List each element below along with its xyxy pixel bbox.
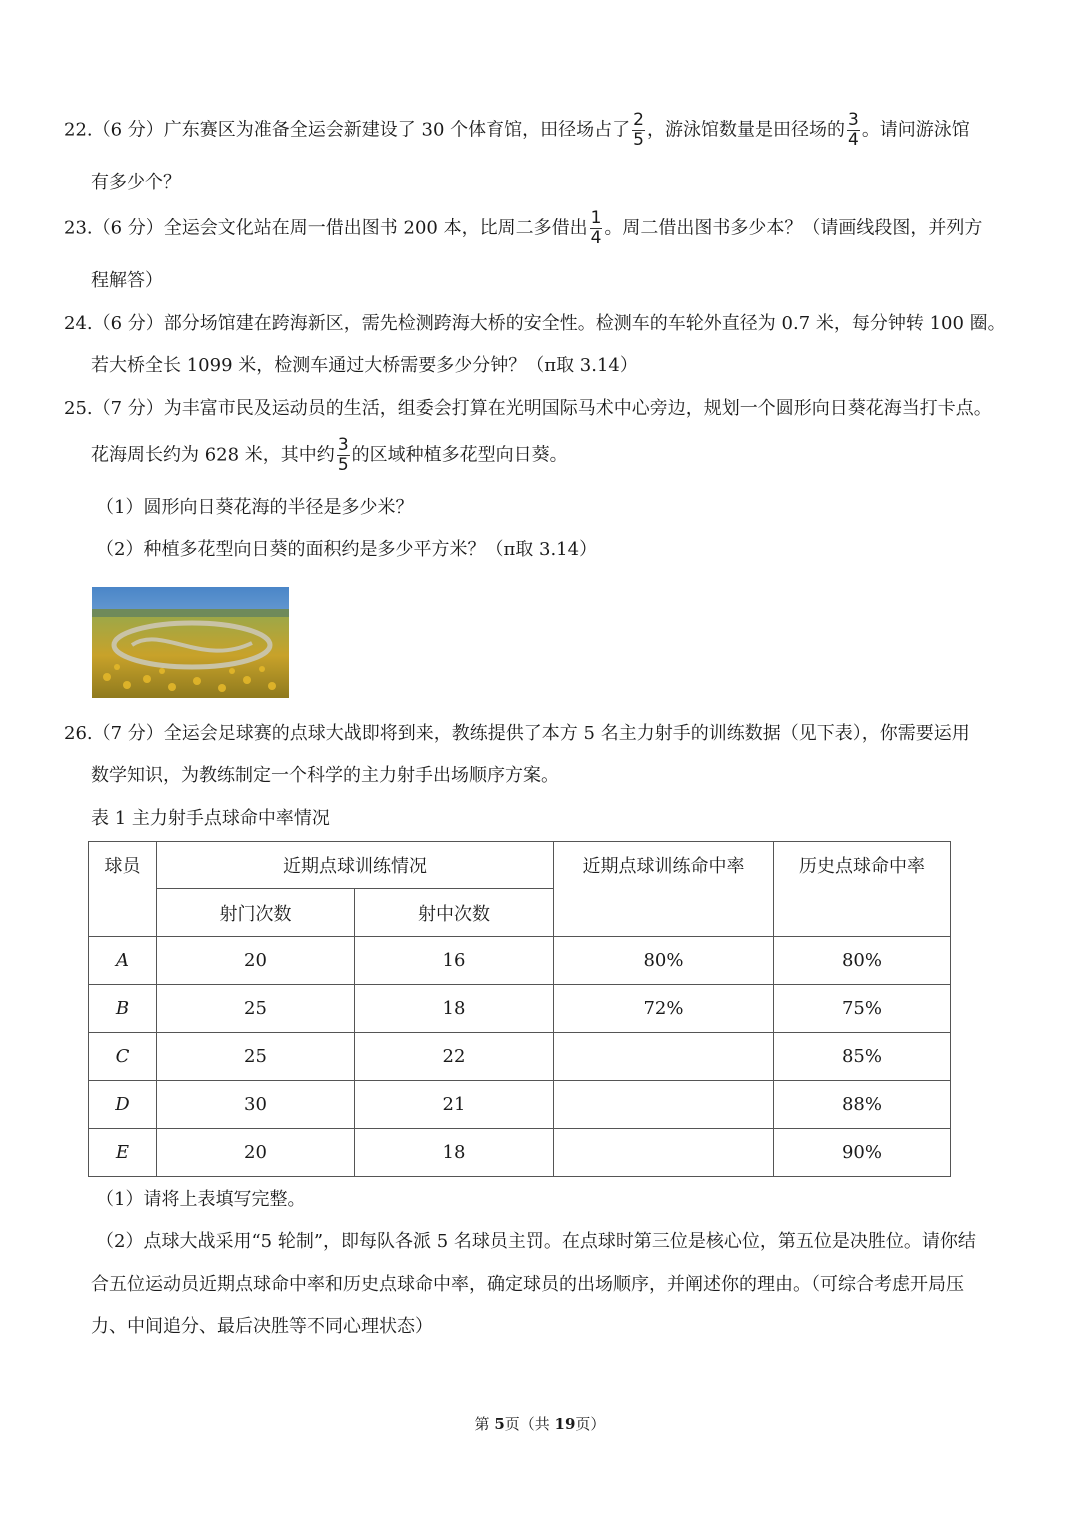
history-rate-cell: 85% — [774, 1033, 951, 1081]
history-rate-cell: 90% — [774, 1129, 951, 1177]
table-row — [89, 1129, 951, 1177]
recent-rate-cell-empty[interactable] — [554, 1081, 774, 1129]
sunflower-field-photo — [92, 587, 289, 698]
player-cell: E — [89, 1129, 157, 1177]
recent-rate-cell: 80% — [554, 937, 774, 985]
fraction: $\frac{2}{5}$ — [633, 110, 644, 150]
q22-line2: 有多少个？ — [91, 172, 181, 193]
shots-cell: 30 — [157, 1081, 355, 1129]
q26-sub2-line3: 力、中间追分、最后决胜等不同心理状态） — [91, 1316, 433, 1337]
q24-line1: 24.（6 分）部分场馆建在跨海新区，需先检测跨海大桥的安全性。检测车的车轮外直径为 0.7 米，每分钟转 100 圈。 — [64, 313, 1006, 334]
hits-cell: 18 — [355, 985, 554, 1033]
shots-cell: 25 — [157, 985, 355, 1033]
q24-line2: 若大桥全长 1099 米，检测车通过大桥需要多少分钟？（π取 3.14） — [91, 355, 638, 376]
q26-line2: 数学知识，为教练制定一个科学的主力射手出场顺序方案。 — [91, 765, 559, 786]
q26-sub1: （1）请将上表填写完整。 — [96, 1189, 306, 1210]
player-cell: A — [89, 937, 157, 985]
header-recent-rate: 近期点球训练命中率 — [554, 842, 774, 937]
page-total: 19 — [554, 1415, 576, 1433]
q22-line1: 22.（6 分）广东赛区为准备全运会新建设了 30 个体育馆，田径场占了 $\frac{2}{5}$ ，游泳馆数量是田径场的 $\frac{3}{4}$ 。请问游泳馆 — [64, 110, 970, 150]
history-rate-cell: 88% — [774, 1081, 951, 1129]
hits-cell: 22 — [355, 1033, 554, 1081]
q26-sub2-line1: （2）点球大战采用“5 轮制”，即每队各派 5 名球员主罚。在点球时第三位是核心位，第五位是决胜位。请你结 — [96, 1231, 976, 1252]
player-cell: C — [89, 1033, 157, 1081]
sunflower-field-image — [92, 587, 289, 698]
hits-cell: 16 — [355, 937, 554, 985]
recent-rate-cell-empty[interactable] — [554, 1033, 774, 1081]
q23-line1: 23.（6 分）全运会文化站在周一借出图书 200 本，比周二多借出 $\frac{1}{4}$ 。周二借出图书多少本？（请画线段图，并列方 — [64, 208, 983, 248]
shots-cell: 20 — [157, 937, 355, 985]
header-shots: 射门次数 — [157, 889, 355, 937]
shots-cell: 20 — [157, 1129, 355, 1177]
q25-line1: 25.（7 分）为丰富市民及运动员的生活，组委会打算在光明国际马术中心旁边，规划一个圆形向日葵花海当打卡点。 — [64, 398, 992, 419]
q25-sub2: （2）种植多花型向日葵的面积约是多少平方米？（π取 3.14） — [96, 539, 598, 560]
recent-rate-cell: 72% — [554, 985, 774, 1033]
header-player: 球员 — [89, 842, 157, 937]
history-rate-cell: 80% — [774, 937, 951, 985]
page-number: 5 — [494, 1415, 505, 1433]
shots-cell: 25 — [157, 1033, 355, 1081]
q26-line1: 26.（7 分）全运会足球赛的点球大战即将到来，教练提供了本方 5 名主力射手的训练数据（见下表），你需要运用 — [64, 723, 970, 744]
fraction: $\frac{3}{4}$ — [847, 110, 859, 150]
hits-cell: 18 — [355, 1129, 554, 1177]
shooter-table — [88, 841, 951, 1177]
table-row — [89, 985, 951, 1033]
fraction: $\frac{1}{4}$ — [590, 208, 602, 248]
table-caption: 表 1 主力射手点球命中率情况 — [91, 808, 330, 829]
header-history-rate: 历史点球命中率 — [774, 842, 951, 937]
fraction: $\frac{3}{5}$ — [337, 435, 349, 475]
q26-sub2-line2: 合五位运动员近期点球命中率和历史点球命中率，确定球员的出场顺序，并阐述你的理由。（可综合考虑开局压 — [91, 1274, 964, 1295]
header-hits: 射中次数 — [355, 889, 554, 937]
page-footer: 第 5页（共 19页） — [474, 1415, 606, 1433]
table-row — [89, 1081, 951, 1129]
table-row — [89, 1033, 951, 1081]
player-cell: D — [89, 1081, 157, 1129]
q23-line2: 程解答） — [91, 270, 163, 291]
header-recent-training: 近期点球训练情况 — [157, 842, 554, 889]
history-rate-cell: 75% — [774, 985, 951, 1033]
q25-sub1: （1）圆形向日葵花海的半径是多少米？ — [96, 497, 414, 518]
recent-rate-cell-empty[interactable] — [554, 1129, 774, 1177]
q25-line2: 花海周长约为 628 米，其中约 $\frac{3}{5}$ 的区域种植多花型向日葵。 — [91, 435, 568, 475]
table-row — [89, 937, 951, 985]
player-cell: B — [89, 985, 157, 1033]
hits-cell: 21 — [355, 1081, 554, 1129]
